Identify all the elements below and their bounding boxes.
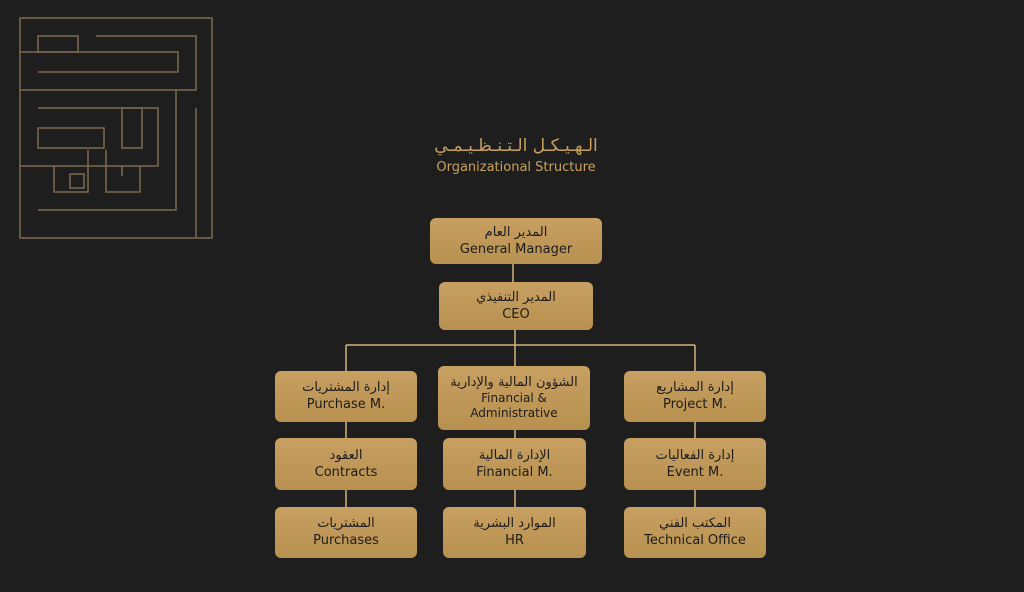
node-label-en-line2: Administrative xyxy=(470,406,558,420)
node-label-ar: إدارة الفعاليات xyxy=(655,447,735,463)
node-financial-administrative xyxy=(438,366,590,430)
node-label-en: Event M. xyxy=(666,464,724,480)
node-label-en-line1: Financial & xyxy=(481,391,547,405)
node-label-ar: المدير التنفيذي xyxy=(476,289,556,305)
node-hr xyxy=(443,507,586,558)
node-label-en: General Manager xyxy=(459,241,573,257)
node-technical-office xyxy=(624,507,766,558)
node-contracts xyxy=(275,438,417,490)
node-label-ar: المكتب الفني xyxy=(659,516,731,531)
title-english: Organizational Structure xyxy=(436,160,596,175)
node-label-ar: الموارد البشرية xyxy=(473,516,556,531)
node-project-management xyxy=(624,371,766,422)
node-label-en: CEO xyxy=(502,306,530,322)
node-label-en: Contracts xyxy=(314,464,378,480)
node-label-en: Financial M. xyxy=(476,464,553,480)
node-label-ar: المدير العام xyxy=(484,224,548,240)
title-arabic: الـهـيـكـل الـتـنـظـيـمـي xyxy=(434,136,598,156)
node-purchases xyxy=(275,507,417,558)
node-label-en: Project M. xyxy=(663,397,727,412)
node-label-ar: إدارة المشتريات xyxy=(302,380,390,395)
node-label-en: Purchases xyxy=(313,533,379,548)
node-label-ar: العقود xyxy=(329,447,363,463)
node-label-ar: الإدارة المالية xyxy=(478,447,551,463)
node-ceo xyxy=(439,282,593,330)
node-event-management xyxy=(624,438,766,490)
node-general-manager xyxy=(430,218,602,264)
node-label-ar: إدارة المشاريع xyxy=(656,380,734,395)
node-label-ar: الشؤون المالية والإدارية xyxy=(450,375,578,390)
node-label-en: Technical Office xyxy=(644,533,746,548)
node-label-ar: المشتريات xyxy=(317,516,375,531)
node-label-en: HR xyxy=(505,533,524,548)
node-purchase-management xyxy=(275,371,417,422)
node-label-en: Purchase M. xyxy=(306,397,386,412)
node-financial-management xyxy=(443,438,586,490)
